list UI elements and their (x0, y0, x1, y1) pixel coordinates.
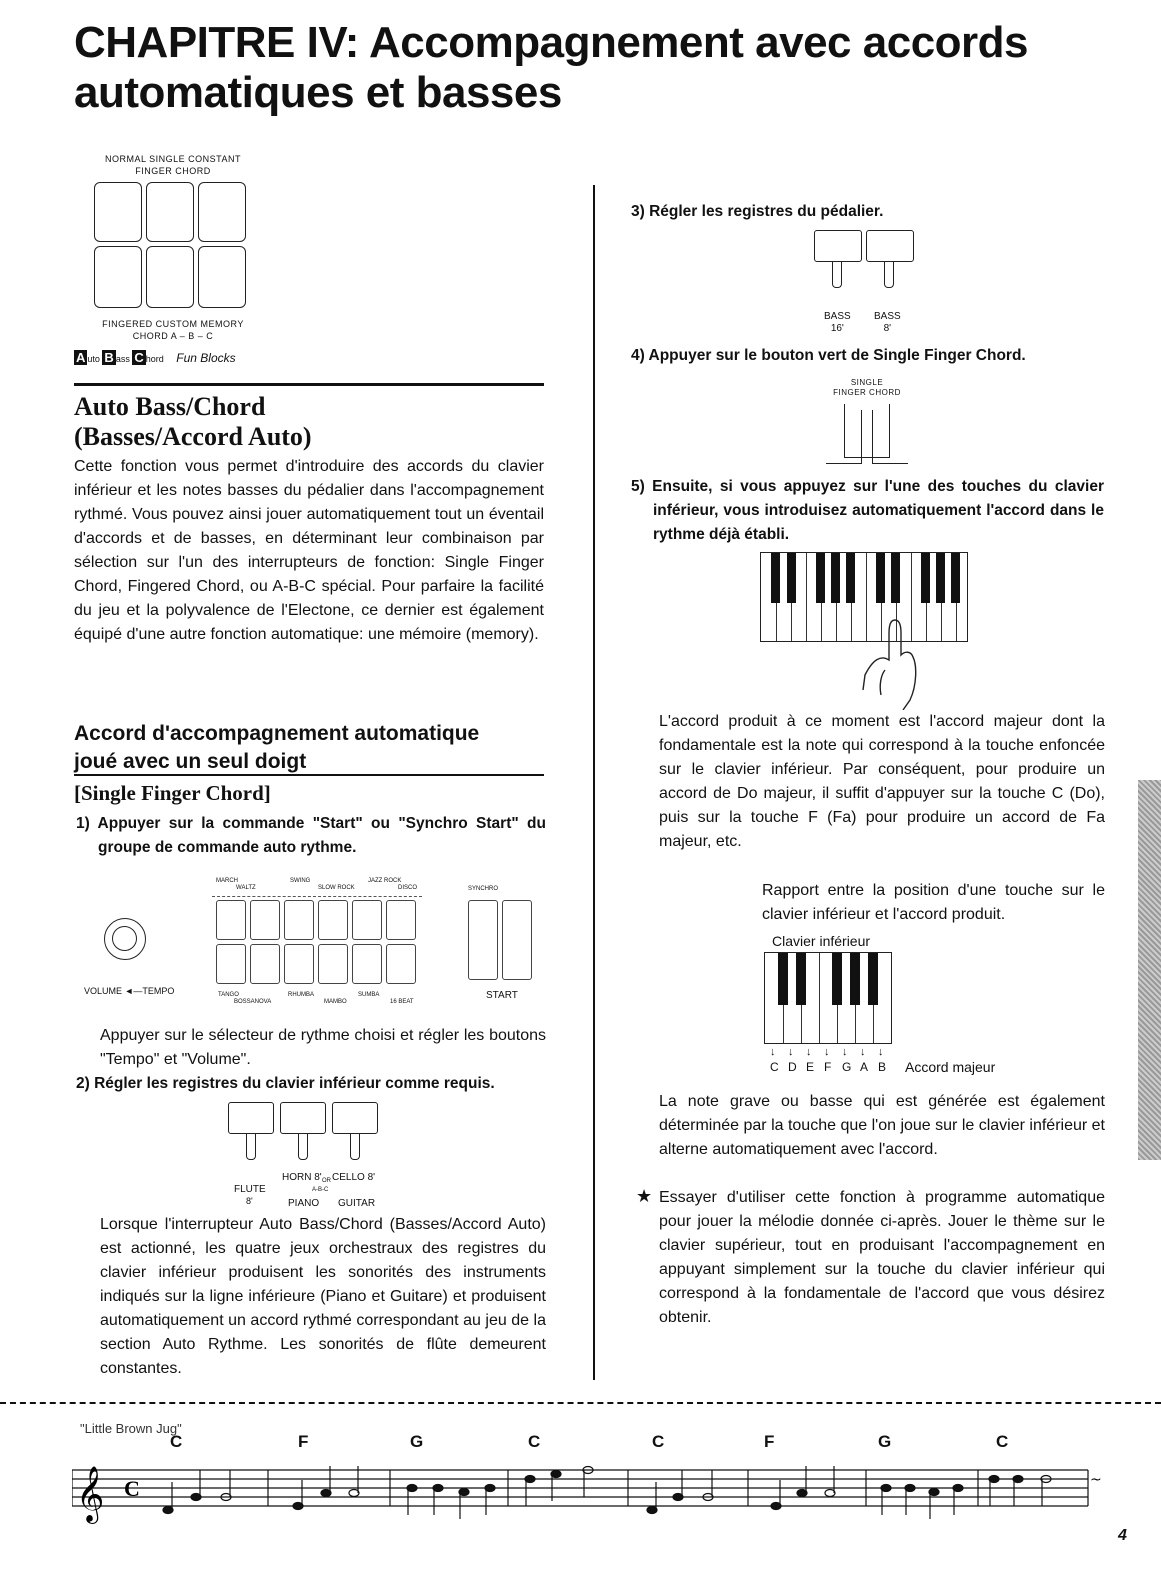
panel-bottom-label-1: FINGERED CUSTOM MEMORY (102, 319, 244, 329)
auto-bass-chord-heading (74, 392, 312, 452)
volume-knob[interactable] (104, 918, 146, 960)
piano-label: PIANO (288, 1198, 320, 1209)
chord-6: F (764, 1432, 775, 1451)
note-c: C (770, 1060, 779, 1074)
single-finger-heading (74, 720, 479, 776)
flute-tab[interactable] (228, 1102, 274, 1134)
rhythm-button[interactable] (284, 944, 314, 984)
h2-line-2: joué avec un seul doigt (74, 750, 307, 773)
start-label: START (486, 990, 518, 1001)
bass-16-tab[interactable] (814, 230, 862, 262)
keyboard-diagram-2 (764, 952, 892, 1044)
melody-notes (163, 1466, 1051, 1519)
note-e: E (806, 1060, 815, 1074)
rhythm-label-tango: TANGO (218, 992, 239, 998)
svg-text:~: ~ (1090, 1472, 1102, 1488)
rhythm-label-16-beat: 16 BEAT (390, 999, 414, 1005)
rhythm-button[interactable] (318, 900, 348, 940)
rhythm-button[interactable] (284, 900, 314, 940)
note-a: A (860, 1060, 869, 1074)
bass-8-foot: 8' (883, 323, 892, 334)
volume-tempo-label: VOLUME ◄—TEMPO (84, 986, 175, 996)
chord-1: C (170, 1432, 183, 1451)
arrow-e: ↓ (806, 1046, 812, 1058)
or-label: OR (322, 1178, 331, 1184)
step-5: 5) Ensuite, si vous appuyez sur l'une des touches du clavier inférieur, vous introduisez automatiquement l'accord dans le rythme déjà établi. (631, 478, 1104, 543)
rhythm-button[interactable] (386, 900, 416, 940)
arrow-f: ↓ (824, 1046, 830, 1058)
step-3: 3) Régler les registres du pédalier. (631, 203, 884, 220)
step-4: 4) Appuyer sur le bouton vert de Single Finger Chord. (631, 347, 1026, 364)
heading-line-1: Auto Bass/Chord (74, 392, 266, 421)
heading-line-2: (Basses/Accord Auto) (74, 422, 312, 451)
side-tab-marker (1138, 780, 1161, 1160)
single-finger-chord-label: [Single Finger Chord] (74, 781, 271, 805)
rhythm-button[interactable] (216, 900, 246, 940)
pedal-bass-tabs (812, 230, 922, 300)
arrow-b: ↓ (878, 1046, 884, 1058)
chord-4: C (528, 1432, 541, 1451)
bass-8-label (874, 311, 901, 335)
horn-label: HORN 8' (282, 1172, 322, 1183)
music-staff (72, 1460, 1102, 1532)
bass-16-foot: 16' (830, 323, 844, 334)
hand-pointing-icon (855, 615, 935, 710)
rhythm-button[interactable] (250, 944, 280, 984)
step-1-text: Appuyer sur le sélecteur de rythme choisi et régler les boutons "Tempo" et "Volume". (100, 1027, 546, 1068)
arrow-c: ↓ (770, 1046, 776, 1058)
clavier-inferieur-label: Clavier inférieur (772, 933, 871, 949)
memory-switch[interactable] (198, 246, 246, 308)
rhythm-selector-grid (212, 896, 422, 988)
rhythm-label-rhumba: RHUMBA (288, 992, 315, 998)
chord-2: F (298, 1432, 309, 1451)
column-divider (593, 185, 595, 1380)
logo-a-rest: uto (87, 354, 100, 364)
bass-8-text: BASS (874, 311, 901, 322)
constant-switch[interactable] (198, 182, 246, 242)
start-button[interactable] (502, 900, 532, 980)
custom-abc-switch[interactable] (146, 246, 194, 308)
rhythm-panel-diagram (84, 876, 554, 1016)
rhythm-label-slow-rock: SLOW ROCK (318, 885, 355, 891)
note-arrows (766, 1046, 896, 1060)
subsection-rule (74, 774, 544, 776)
para-auto-bass-chord: Lorsque l'interrupteur Auto Bass/Chord (Basses/Accord Auto) est actionné, les quatre jeux orchestraux des registres du clavier inférieur produisent les sonorités des instruments indiqués sur la ligne inférieure (Piano et Guitare) et produisent automatiquement un accord rythmé correspondant au jeu de la section Auto Rythme. Les sonorités de flûte demeurent constantes. (100, 1216, 546, 1377)
arrow-d: ↓ (788, 1046, 794, 1058)
bass-8-tab[interactable] (866, 230, 914, 262)
page-title (74, 18, 1134, 118)
song-title: "Little Brown Jug" (80, 1421, 182, 1436)
note-f: F (824, 1060, 832, 1074)
rapport-text: Rapport entre la position d'une touche sur le clavier inférieur et l'accord produit. (762, 882, 1105, 923)
title-line-2: automatiques et basses (74, 68, 562, 117)
rhythm-label-bossanova: BOSSANOVA (234, 999, 272, 1005)
synchro-start-button[interactable] (468, 900, 498, 980)
rhythm-label-swing: SWING (290, 878, 311, 884)
panel-bottom-label-2: CHORD A – B – C (132, 331, 214, 341)
sfc-side (872, 410, 908, 464)
bass-16-text: BASS (824, 311, 851, 322)
step-2: 2) Régler les registres du clavier inférieur comme requis. (76, 1075, 495, 1092)
rhythm-button[interactable] (250, 900, 280, 940)
note-g: G (842, 1060, 852, 1074)
function-switch-panel (94, 182, 246, 310)
section-rule (74, 383, 544, 386)
star-icon: ★ (636, 1186, 653, 1206)
note-d: D (788, 1060, 797, 1074)
chord-5: C (652, 1432, 665, 1451)
chord-8: C (996, 1432, 1009, 1451)
rhythm-label-sumba: SUMBA (358, 992, 380, 998)
dashed-separator (0, 1402, 1161, 1404)
panel-top-label-1: NORMAL SINGLE CONSTANT (104, 154, 241, 164)
sfc-line-1: SINGLE (850, 378, 884, 387)
rhythm-label-march: MARCH (216, 878, 238, 884)
fingered-chord-switch[interactable] (94, 246, 142, 308)
logo-b-rest: ass (115, 354, 130, 364)
synchro-start-buttons (468, 898, 534, 984)
common-time-icon: C (124, 1476, 140, 1501)
logo-c-rest: hord (145, 354, 164, 364)
rhythm-button[interactable] (352, 900, 382, 940)
synchro-label: SYNCHRO (468, 886, 499, 892)
rhythm-button[interactable] (352, 944, 382, 984)
logo-fun-blocks: Fun Blocks (176, 351, 236, 365)
cello-label: CELLO 8' (332, 1172, 376, 1183)
normal-switch[interactable] (94, 182, 142, 242)
rhythm-label-mambo: MAMBO (324, 999, 347, 1005)
bass-16-label (824, 311, 851, 335)
arrow-a: ↓ (860, 1046, 866, 1058)
intro-paragraph: Cette fonction vous permet d'introduire des accords du clavier inférieur et les notes basses du pédalier dans l'accompagnement rythmé. Vous pouvez ainsi jouer automatiquement tout un éventail d'accords et de basses, en déterminant leur combinaison par sélection sur l'un des interrupteurs de fonction: Single Finger Chord, Fingered Chord, ou A-B-C spécial. Pour parfaire la facilité du jeu et la polyvalence de l'Electone, ce dernier est également équipé d'une autre fonction automatique: une mémoire (memory). (74, 458, 544, 643)
h2-line-1: Accord d'accompagnement automatique (74, 722, 480, 745)
sfc-line-2: FINGER CHORD (833, 388, 901, 397)
note-b: B (878, 1060, 887, 1074)
rhythm-label-disco: DISCO (398, 885, 418, 891)
rhythm-label-waltz: WALTZ (236, 885, 256, 891)
title-line-1: CHAPITRE IV: Accompagnement avec accords (74, 18, 1029, 67)
step-1: 1) Appuyer sur la commande "Start" ou "Synchro Start" du groupe de commande auto rythme. (76, 815, 546, 856)
treble-clef-icon: 𝄞 (76, 1466, 105, 1522)
note-names (766, 1060, 896, 1076)
logo-b: B (104, 350, 114, 365)
chord-symbols (0, 1432, 1161, 1456)
abc-label: A-B-C (312, 1187, 329, 1193)
panel-bottom-labels (88, 318, 258, 342)
flute-label: FLUTE (234, 1184, 266, 1195)
page-number: 4 (1118, 1527, 1127, 1544)
single-finger-chord-switch[interactable] (146, 182, 194, 242)
sfc-label (812, 378, 922, 398)
lower-voice-tabs (224, 1100, 394, 1210)
rhythm-button[interactable] (386, 944, 416, 984)
horn-piano-tab[interactable] (280, 1102, 326, 1134)
panel-top-label-2: FINGER CHORD (135, 166, 211, 176)
chord-3: G (410, 1432, 424, 1451)
flute-8-label: 8' (246, 1196, 253, 1206)
cello-guitar-tab[interactable] (332, 1102, 378, 1134)
fun-blocks-logo (74, 350, 294, 372)
rhythm-button[interactable] (216, 944, 246, 984)
para-chord-result: L'accord produit à ce moment est l'accord majeur dont la fondamentale est la note qui correspond à la touche enfoncée sur le clavier inférieur. Par conséquent, pour produire un accord de Do majeur, il suffit d'appuyer sur la touche C (Do), puis sur la touche F (Fa) pour produire un accord de Fa majeur, etc. (659, 713, 1105, 850)
chord-7: G (878, 1432, 892, 1451)
para-exercise: Essayer d'utiliser cette fonction à programme automatique pour jouer la mélodie donnée ci-après. Jouer le thème sur le clavier supérieur, tout en produisant l'accompagnement en appuyant simplement sur la touche du clavier inférieur qui correspond à la fondamentale de l'accord que vous désirez obtenir. (659, 1189, 1105, 1326)
logo-a: A (76, 350, 86, 365)
accord-majeur-label: Accord majeur (905, 1059, 996, 1075)
rhythm-button[interactable] (318, 944, 348, 984)
arrow-g: ↓ (842, 1046, 848, 1058)
rhythm-label-jazz-rock: JAZZ ROCK (368, 878, 402, 884)
para-bass-note: La note grave ou basse qui est générée est également déterminée par la touche que l'on joue sur le clavier inférieur et alterne automatiquement avec l'accord. (659, 1093, 1105, 1158)
guitar-label: GUITAR (338, 1198, 376, 1209)
sfc-button-diagram (826, 404, 908, 464)
panel-top-labels (88, 153, 258, 177)
logo-c: C (134, 350, 144, 365)
